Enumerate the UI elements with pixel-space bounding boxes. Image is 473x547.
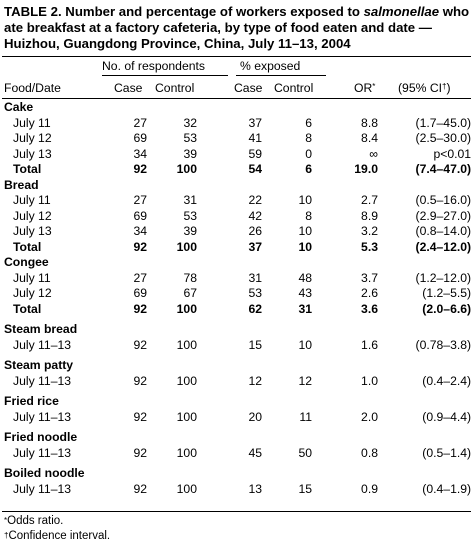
cell-pcase: 41 <box>248 131 262 145</box>
date-row <box>2 338 471 354</box>
cell-or: 3.6 <box>361 301 378 316</box>
cell-pcontrol: 6 <box>305 115 312 130</box>
cell-pcontrol: 6 <box>305 162 312 176</box>
cell-control: 67 <box>183 286 197 300</box>
cell-or: 2.7 <box>361 193 378 207</box>
food-group-label: Bread <box>4 177 39 192</box>
cell-ci: (2.4–12.0) <box>415 239 472 254</box>
cell-case: 27 <box>133 193 147 207</box>
date-row <box>2 147 471 163</box>
cell-pcase: 22 <box>248 193 262 207</box>
cell-ci: (1.2–12.0) <box>415 270 472 285</box>
cell-label: July 11 <box>13 193 51 207</box>
cell-ci: (0.5–1.4) <box>422 445 472 460</box>
cell-case: 92 <box>133 373 147 388</box>
header-food-date: Food/Date <box>4 81 61 95</box>
cell-or: 1.6 <box>361 337 378 352</box>
cell-pcontrol: 43 <box>298 286 312 300</box>
food-group-row <box>2 255 471 271</box>
cell-control: 100 <box>176 301 197 316</box>
cell-pcase: 53 <box>248 286 262 300</box>
cell-control: 100 <box>176 481 197 496</box>
cell-ci: (1.7–45.0) <box>415 115 472 130</box>
date-row <box>2 209 471 225</box>
date-row <box>2 410 471 426</box>
date-row <box>2 193 471 209</box>
top-rule <box>2 56 471 57</box>
cell-label: Total <box>13 239 42 254</box>
cell-or: 0.9 <box>361 481 378 496</box>
food-group-label: Congee <box>4 255 49 269</box>
cell-control: 39 <box>183 224 197 238</box>
date-row <box>2 446 471 462</box>
header-control: Control <box>155 81 195 95</box>
cell-ci: (1.2–5.5) <box>422 286 472 300</box>
cell-pcontrol: 8 <box>305 131 312 145</box>
cell-control: 100 <box>176 337 197 352</box>
cell-label: July 12 <box>13 208 52 223</box>
cell-or: 8.4 <box>361 131 378 145</box>
table-title <box>4 4 470 52</box>
cell-pcontrol: 10 <box>298 193 312 207</box>
cell-ci: (2.5–30.0) <box>415 131 472 145</box>
total-row <box>2 162 471 178</box>
header-percent-control: Control <box>274 81 314 95</box>
cell-pcase: 62 <box>248 301 262 316</box>
table-body <box>2 100 471 497</box>
cell-control: 100 <box>176 409 197 424</box>
food-group-row <box>2 466 471 482</box>
header-rule <box>2 98 471 99</box>
header-exposed-group: % exposed <box>240 59 301 73</box>
cell-pcase: 42 <box>248 208 262 223</box>
cell-ci: (0.4–2.4) <box>422 373 472 388</box>
cell-label: July 11–13 <box>13 337 72 352</box>
cell-pcontrol: 15 <box>298 481 312 496</box>
cell-or: 0.8 <box>361 445 378 460</box>
cell-pcontrol: 48 <box>298 270 312 285</box>
cell-pcontrol: 11 <box>299 409 312 424</box>
cell-label: July 11 <box>13 115 51 130</box>
cell-pcase: 54 <box>248 162 262 176</box>
cell-control: 39 <box>183 146 197 161</box>
cell-pcase: 20 <box>248 409 262 424</box>
cell-pcase: 59 <box>248 146 262 161</box>
food-group-label: Boiled noodle <box>4 466 85 480</box>
cell-or: ∞ <box>369 146 378 161</box>
cell-or: 2.0 <box>361 409 378 424</box>
cell-case: 34 <box>133 146 147 161</box>
bottom-rule <box>2 511 471 512</box>
cell-ci: (2.0–6.6) <box>422 301 472 316</box>
cell-case: 69 <box>133 131 147 145</box>
food-group-row <box>2 394 471 410</box>
cell-case: 92 <box>133 409 147 424</box>
food-group-row <box>2 100 471 116</box>
cell-ci: (2.9–27.0) <box>415 208 472 223</box>
total-row <box>2 302 471 318</box>
cell-ci: (0.78–3.8) <box>415 337 472 352</box>
cell-ci: (7.4–47.0) <box>415 162 472 176</box>
cell-case: 92 <box>133 481 147 496</box>
cell-pcontrol: 10 <box>298 337 312 352</box>
header-percent-case: Case <box>234 81 263 95</box>
food-group-label: Fried rice <box>4 394 59 408</box>
header-respondents-group: No. of respondents <box>102 59 205 73</box>
footnote-confidence-interval: †Confidence interval. <box>4 530 111 542</box>
cell-control: 78 <box>183 270 197 285</box>
cell-label: July 13 <box>13 146 52 161</box>
date-row <box>2 374 471 390</box>
cell-or: 3.7 <box>361 270 378 285</box>
date-row <box>2 482 471 498</box>
cell-pcase: 45 <box>248 445 262 460</box>
cell-label: Total <box>13 162 42 176</box>
food-group-row <box>2 178 471 194</box>
cell-case: 92 <box>133 337 147 352</box>
cell-case: 92 <box>133 445 147 460</box>
cell-label: July 11–13 <box>13 409 72 424</box>
cell-pcontrol: 8 <box>305 208 312 223</box>
cell-case: 92 <box>133 301 147 316</box>
cell-pcase: 26 <box>248 224 262 238</box>
cell-pcontrol: 12 <box>298 373 312 388</box>
cell-or: 8.8 <box>361 115 378 130</box>
data-table <box>2 100 471 497</box>
cell-case: 92 <box>133 239 147 254</box>
cell-pcontrol: 0 <box>305 146 312 161</box>
cell-pcase: 12 <box>248 373 262 388</box>
cell-label: Total <box>13 301 42 316</box>
food-group-label: Steam bread <box>4 322 78 336</box>
cell-label: July 11–13 <box>13 373 72 388</box>
respondents-group-underline <box>102 75 228 76</box>
cell-pcontrol: 31 <box>298 301 312 316</box>
cell-pcase: 15 <box>248 337 262 352</box>
cell-case: 34 <box>133 224 147 238</box>
food-group-row <box>2 430 471 446</box>
cell-control: 100 <box>176 445 197 460</box>
footnote-odds-ratio: *Odds ratio. <box>4 515 64 527</box>
cell-or: 1.0 <box>361 373 378 388</box>
cell-label: July 11–13 <box>13 481 72 496</box>
date-row <box>2 116 471 132</box>
food-group-label: Steam patty <box>4 358 74 372</box>
cell-control: 31 <box>183 193 197 207</box>
cell-case: 92 <box>133 162 147 176</box>
cell-case: 27 <box>133 270 147 285</box>
title-italic-text: salmonellae <box>363 4 440 19</box>
cell-or: 2.6 <box>361 286 378 300</box>
cell-or: 3.2 <box>361 224 378 238</box>
exposed-group-underline <box>236 75 326 76</box>
cell-label: July 12 <box>13 286 52 300</box>
header-confidence-interval: (95% CI†) <box>398 81 451 95</box>
cell-control: 100 <box>176 239 197 254</box>
title-text: TABLE 2. Number and percentage of workers exposed to <box>4 4 364 19</box>
cell-pcase: 13 <box>248 481 262 496</box>
header-case: Case <box>114 81 143 95</box>
cell-label: July 11–13 <box>13 445 72 460</box>
title-text-continued: who ate breakfast at a factory cafeteria, by type of food eaten and date — Huizhou, Guangdong Province, China, July 11–13, 2004 <box>4 4 470 51</box>
cell-pcontrol: 10 <box>298 224 312 238</box>
cell-label: July 13 <box>13 224 52 238</box>
food-group-row <box>2 358 471 374</box>
cell-label: July 12 <box>13 131 52 145</box>
cell-pcase: 37 <box>248 115 262 130</box>
cell-control: 100 <box>176 373 197 388</box>
cell-pcontrol: 10 <box>298 239 312 254</box>
food-group-row <box>2 322 471 338</box>
cell-control: 100 <box>176 162 197 176</box>
cell-pcase: 31 <box>248 270 262 285</box>
date-row <box>2 271 471 287</box>
cell-pcase: 37 <box>248 239 262 254</box>
food-group-label: Fried noodle <box>4 430 78 444</box>
cell-control: 53 <box>183 208 197 223</box>
cell-case: 69 <box>133 208 147 223</box>
cell-ci: (0.9–4.4) <box>422 409 472 424</box>
header-odds-ratio: OR* <box>354 81 376 95</box>
food-group-label: Cake <box>4 100 34 114</box>
footnotes <box>4 514 110 544</box>
cell-case: 69 <box>133 286 147 300</box>
cell-or: 5.3 <box>361 239 378 254</box>
date-row <box>2 224 471 240</box>
date-row <box>2 286 471 302</box>
date-row <box>2 131 471 147</box>
cell-ci: (0.8–14.0) <box>415 224 472 238</box>
total-row <box>2 240 471 256</box>
cell-ci: p<0.01 <box>433 146 472 161</box>
cell-label: July 11 <box>13 270 51 285</box>
cell-or: 8.9 <box>361 208 378 223</box>
cell-pcontrol: 50 <box>298 445 312 460</box>
cell-ci: (0.5–16.0) <box>415 193 472 207</box>
cell-or: 19.0 <box>354 162 378 176</box>
cell-control: 32 <box>183 115 197 130</box>
cell-control: 53 <box>183 131 197 145</box>
cell-case: 27 <box>133 115 147 130</box>
cell-ci: (0.4–1.9) <box>422 481 472 496</box>
